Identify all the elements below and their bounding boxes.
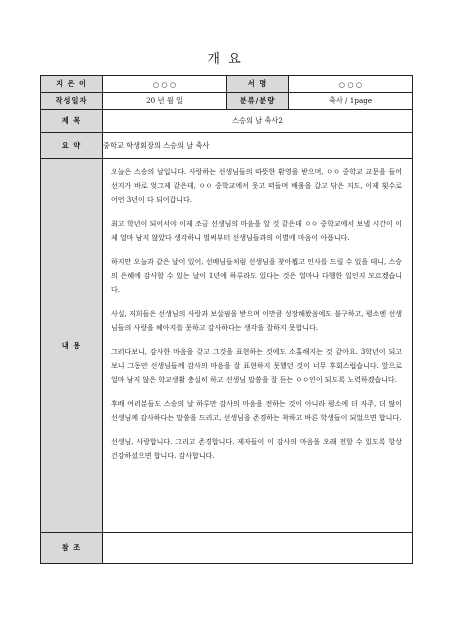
document-title: 스승의 날 축사2 <box>103 110 413 133</box>
content-paragraph: 사실, 저희들은 선생님의 사랑과 보살핌을 받으며 이만큼 성장해왔음에도 불구하고, 평소엔 선생님들의 사랑을 헤아지를 못하고 감사하다는 생각을 잘하지 못합니다. <box>111 310 402 332</box>
reference-value <box>103 533 413 564</box>
summary-label: 요 약 <box>41 133 103 159</box>
date-label: 작성일자 <box>41 93 103 110</box>
content-paragraph: 오늘은 스승의 날입니다. 사랑하는 선생님들의 따뜻한 환영을 받으며, ㅇㅇ 중학교 교문을 들어 선지가 바로 엊그제 같은데, ㅇㅇ 중학교에서 웃고 떠들며 배움을 갈고 닦은 지도, 이제 횟수로 어언 3년이 다 되어갑니다. <box>111 168 402 204</box>
reference-row <box>41 533 413 564</box>
content-paragraph: 하지만 오늘과 같은 날이 있어, 선배님들처럼 선생님을 찾아뵙고 인사를 드릴 수 있을 테니, 스승의 은혜에 감사할 수 있는 날이 1년에 하루라도 있다는 것은 얼마나 다행한 일인지 모르겠습니다. <box>111 258 402 294</box>
writer-label: 지 은 이 <box>41 76 103 93</box>
content-paragraph: 그러다보니, 감사한 마음을 갖고 그것을 표현하는 것에도 소홀해지는 것 같아요. 3학년이 되고 보니 그동안 선생님들께 감사의 마음을 잘 표현하지 못했던 것이 너무 후회스럽습니다. 앞으로 얼마 남지 않은 학교생활 충실히 하고 선생님 말씀을 잘 듣는 ㅇㅇ인이 되도록 노력하겠습니다. <box>111 348 402 384</box>
title-row <box>41 110 413 133</box>
content-row <box>41 159 413 533</box>
title-label: 제 목 <box>41 110 103 133</box>
writer-value: ○ ○ ○ <box>103 76 227 93</box>
content-body <box>103 159 413 533</box>
category-value: 축사 / 1page <box>289 93 413 110</box>
content-paragraph: 선생님, 사랑합니다. 그리고 존경합니다. 제자들이 이 감사의 마음을 오래 전할 수 있도록 항상 건강하셨으면 합니다. 감사합니다. <box>111 438 402 460</box>
date-row <box>41 93 413 110</box>
reference-label: 참 조 <box>41 533 103 564</box>
date-value: 20 년 월 일 <box>103 93 227 110</box>
content-paragraph: 최고 학년이 되어서야 이제 조금 선생님의 마음을 알 것 같은데 ㅇㅇ 중학교에서 보낼 시간이 이제 얼마 남지 않았다 생각하니 벌써부터 선생님들과의 이별에 마음이 아픕니다. <box>111 220 402 242</box>
page-title: 개 요 <box>207 52 243 67</box>
category-label: 분류/분량 <box>227 93 289 110</box>
summary-row <box>41 133 413 159</box>
signature-value: ○ ○ ○ <box>289 76 413 93</box>
content-paragraph: 후배 여러분들도 스승의 날 하루만 감사의 마음을 전하는 것이 아니라 평소에 더 자주, 더 많이 선생님께 감사하다는 말씀을 드리고, 선생님을 존경하는 착하고 바른 학생들이 되었으면 합니다. <box>111 400 402 422</box>
overview-form-table <box>40 75 413 564</box>
signature-label: 서 명 <box>227 76 289 93</box>
writer-row <box>41 76 413 93</box>
summary-text: 중학교 학생회장의 스승의 날 축사 <box>103 133 413 159</box>
content-label: 내 용 <box>41 159 103 533</box>
